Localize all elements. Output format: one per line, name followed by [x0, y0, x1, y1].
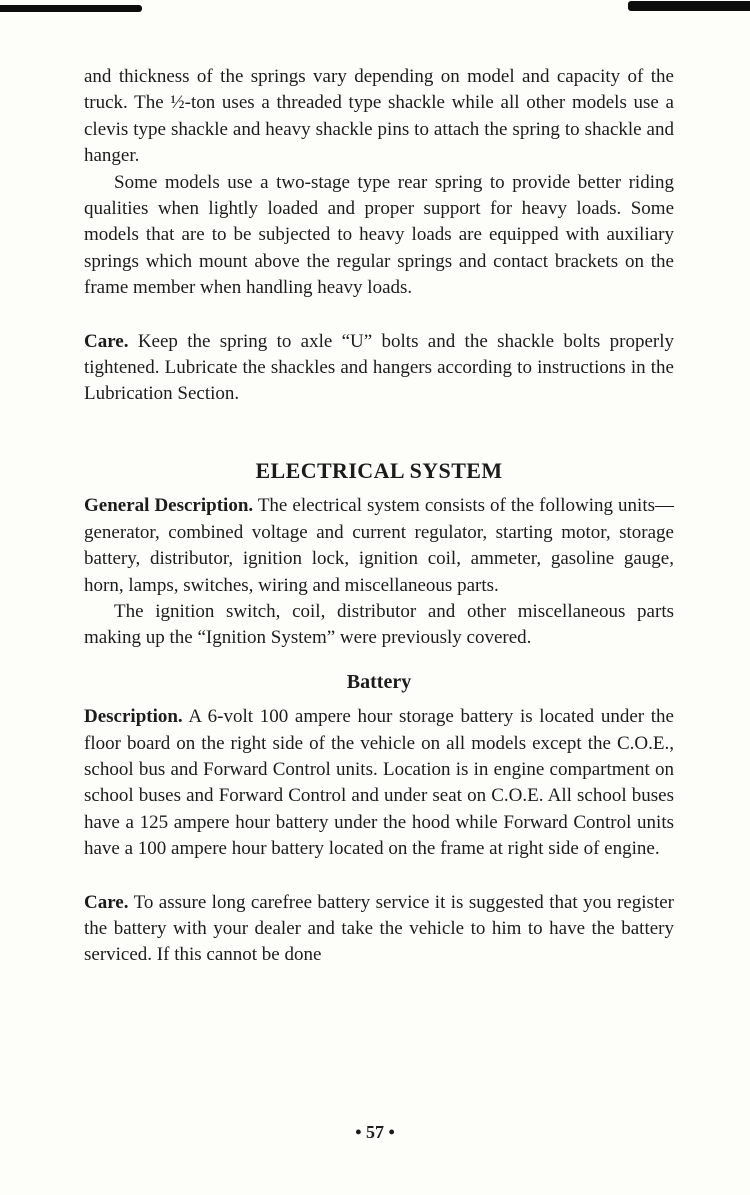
general-description-text: The electrical system consists of the following units—generator, combined voltage and current regulator, starting motor, storage battery, distributor, ignition lock, ignition coil, ammeter, gasoline gauge, horn, lamps, switches, wiring and miscellaneous parts.	[84, 495, 674, 596]
paragraph-ignition-system: The ignition switch, coil, distributor and other miscellaneous parts making up the “Ignition System” were previously covered.	[84, 600, 674, 649]
paragraph-two-stage-spring: Some models use a two-stage type rear spring to provide better riding qualities when lightly loaded and proper support for heavy loads. Some models that are to be subjected to heavy loads are equipped with auxiliary springs which mount above the regular springs and contact brackets on the frame member when handling heavy loads.	[84, 171, 674, 299]
scan-artifact-top-right	[628, 1, 750, 11]
page-content	[84, 64, 674, 969]
battery-description-text: A 6-volt 100 ampere hour storage battery is located under the floor board on the right side of the vehicle on all models except the C.O.E., school bus and Forward Control units. Location is in engine compartment on school buses and Forward Control and under seat on C.O.E. All school buses have a 125 ampere hour battery under the hood while Forward Control units have a 100 ampere hour battery located on the frame at right side of engine.	[84, 706, 674, 860]
paragraph-battery-care	[84, 890, 674, 969]
paragraph-springs-continuation: and thickness of the springs vary depending on model and capacity of the truck. The ½-ton uses a threaded type shackle while all other models use a clevis type shackle and heavy shackle pins to attach the spring to shackle and hanger.	[84, 66, 674, 167]
section-heading-battery: Battery	[346, 670, 412, 693]
spring-care-text: Keep the spring to axle “U” bolts and the shackle bolts properly tightened. Lubricate the shackles and hangers according to instructions in the Lubrication Section.	[84, 330, 674, 405]
general-description-label: General Description.	[84, 495, 254, 517]
page-number: • 57 •	[355, 1122, 395, 1142]
paragraph-electrical-general-description	[84, 493, 674, 599]
section-heading-electrical-system: ELECTRICAL SYSTEM	[255, 457, 503, 483]
spring-care-label: Care.	[84, 330, 129, 352]
battery-care-label: Care.	[84, 891, 129, 913]
battery-care-text: To assure long carefree battery service it is suggested that you register the battery with your dealer and take the vehicle to him to have the battery serviced. If this cannot be done	[84, 891, 674, 966]
paragraph-battery-description	[84, 704, 674, 862]
battery-description-label: Description.	[84, 706, 183, 728]
paragraph-spring-care	[84, 329, 674, 408]
scan-artifact-top-left	[0, 5, 142, 12]
